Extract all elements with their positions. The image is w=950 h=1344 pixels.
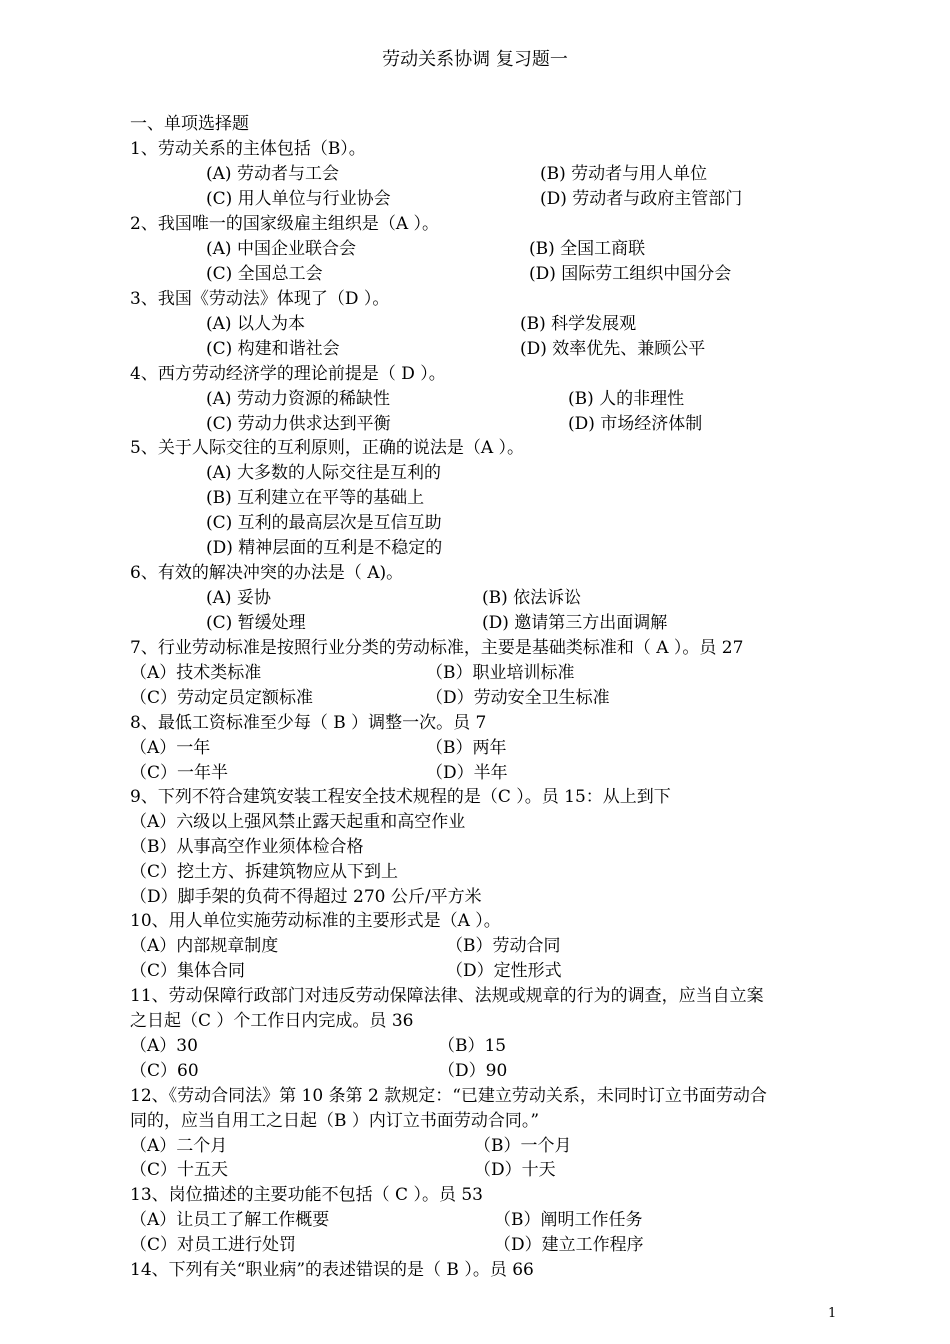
question-7-option-c: （C）劳动定员定额标准: [130, 688, 314, 708]
question-1-option-d: (D) 劳动者与政府主管部门: [540, 189, 743, 209]
question-9-option-b: （B）从事高空作业须体检合格: [130, 837, 364, 857]
question-12-option-c: （C）十五天: [130, 1160, 229, 1180]
question-7-option-b: （B）职业培训标准: [426, 663, 575, 683]
question-9-option-a: （A）六级以上强风禁止露天起重和高空作业: [130, 812, 466, 832]
question-11-option-d: （D）90: [438, 1061, 508, 1081]
question-10-stem: 10、用人单位实施劳动标准的主要形式是（A ）。: [130, 911, 501, 931]
question-2-option-b: (B) 全国工商联: [529, 239, 646, 259]
question-3-option-c: (C) 构建和谐社会: [206, 339, 340, 359]
question-11-option-c: （C）60: [130, 1061, 199, 1081]
question-8-option-a: （A）一年: [130, 738, 211, 758]
question-11-stem-continued: 之日起（C ）个工作日内完成。员 36: [130, 1011, 414, 1031]
question-8-option-d: （D）半年: [426, 763, 508, 783]
question-9-option-c: （C）挖土方、拆建筑物应从下到上: [130, 862, 399, 882]
question-5-stem: 5、关于人际交往的互利原则，正确的说法是（A ）。: [130, 438, 524, 458]
question-13-option-c: （C）对员工进行处罚: [130, 1235, 297, 1255]
page-number: 1: [828, 1306, 837, 1321]
question-12-option-a: （A）二个月: [130, 1136, 228, 1156]
question-8-option-b: （B）两年: [426, 738, 507, 758]
question-11-option-b: （B）15: [438, 1036, 507, 1056]
question-3-stem: 3、我国《劳动法》体现了（D ）。: [130, 289, 390, 309]
question-6-stem: 6、有效的解决冲突的办法是（ A)。: [130, 563, 404, 583]
question-9-stem: 9、下列不符合建筑安装工程安全技术规程的是（C ）。员 15：从上到下: [130, 787, 671, 807]
question-11-stem: 11、劳动保障行政部门对违反劳动保障法律、法规或规章的行为的调查，应当自立案: [130, 986, 764, 1006]
question-10-option-c: （C）集体合同: [130, 961, 246, 981]
question-13-stem: 13、岗位描述的主要功能不包括（ C ）。员 53: [130, 1185, 483, 1205]
question-8-stem: 8、最低工资标准至少每（ B ）调整一次。员 7: [130, 713, 487, 733]
question-13-option-a: （A）让员工了解工作概要: [130, 1210, 330, 1230]
question-1-option-a: (A) 劳动者与工会: [206, 164, 339, 184]
question-7-stem: 7、行业劳动标准是按照行业分类的劳动标准，主要是基础类标准和（ A ）。员 27: [130, 638, 744, 658]
question-6-option-c: (C) 暂缓处理: [206, 613, 306, 633]
question-13-option-d: （D）建立工作程序: [494, 1235, 644, 1255]
question-14-stem: 14、下列有关“职业病”的表述错误的是（ B ）。员 66: [130, 1260, 534, 1280]
question-5-option-a: (A) 大多数的人际交往是互利的: [206, 463, 441, 483]
question-5-option-c: (C) 互利的最高层次是互信互助: [206, 513, 442, 533]
question-11-option-a: （A）30: [130, 1036, 198, 1056]
question-2-option-a: (A) 中国企业联合会: [206, 239, 356, 259]
section-heading: 一、单项选择题: [130, 114, 249, 134]
question-12-option-d: （D）十天: [474, 1160, 556, 1180]
question-6-option-b: (B) 依法诉讼: [482, 588, 582, 608]
question-4-option-d: (D) 市场经济体制: [568, 414, 703, 434]
question-1-option-c: (C) 用人单位与行业协会: [206, 189, 391, 209]
question-13-option-b: （B）阐明工作任务: [494, 1210, 643, 1230]
question-6-option-d: (D) 邀请第三方出面调解: [482, 613, 668, 633]
question-3-option-d: (D) 效率优先、兼顾公平: [520, 339, 706, 359]
question-2-option-d: (D) 国际劳工组织中国分会: [529, 264, 732, 284]
question-4-option-c: (C) 劳动力供求达到平衡: [206, 414, 391, 434]
question-4-option-a: (A) 劳动力资源的稀缺性: [206, 389, 390, 409]
question-2-stem: 2、我国唯一的国家级雇主组织是（A ）。: [130, 214, 439, 234]
question-8-option-c: （C）一年半: [130, 763, 229, 783]
question-4-option-b: (B) 人的非理性: [568, 389, 685, 409]
question-12-option-b: （B）一个月: [474, 1136, 572, 1156]
question-3-option-a: (A) 以人为本: [206, 314, 305, 334]
question-9-option-d: （D）脚手架的负荷不得超过 270 公斤/平方米: [130, 887, 482, 907]
question-5-option-d: (D) 精神层面的互利是不稳定的: [206, 538, 443, 558]
question-1-stem: 1、劳动关系的主体包括（B）。: [130, 139, 366, 159]
question-1-option-b: (B) 劳动者与用人单位: [540, 164, 708, 184]
question-12-stem-continued: 同的，应当自用工之日起（B ）内订立书面劳动合同。”: [130, 1111, 540, 1131]
question-3-option-b: (B) 科学发展观: [520, 314, 637, 334]
question-2-option-c: (C) 全国总工会: [206, 264, 323, 284]
document-title: 劳动关系协调 复习题一: [382, 49, 568, 70]
question-10-option-b: （B）劳动合同: [446, 936, 561, 956]
question-4-stem: 4、西方劳动经济学的理论前提是（ D ）。: [130, 364, 446, 384]
question-6-option-a: (A) 妥协: [206, 588, 271, 608]
question-7-option-d: （D）劳动安全卫生标准: [426, 688, 610, 708]
question-10-option-a: （A）内部规章制度: [130, 936, 279, 956]
question-5-option-b: (B) 互利建立在平等的基础上: [206, 488, 425, 508]
question-10-option-d: （D）定性形式: [446, 961, 562, 981]
question-7-option-a: （A）技术类标准: [130, 663, 262, 683]
question-12-stem: 12、《劳动合同法》第 10 条第 2 款规定：“已建立劳动关系，未同时订立书面劳动合: [130, 1086, 767, 1106]
